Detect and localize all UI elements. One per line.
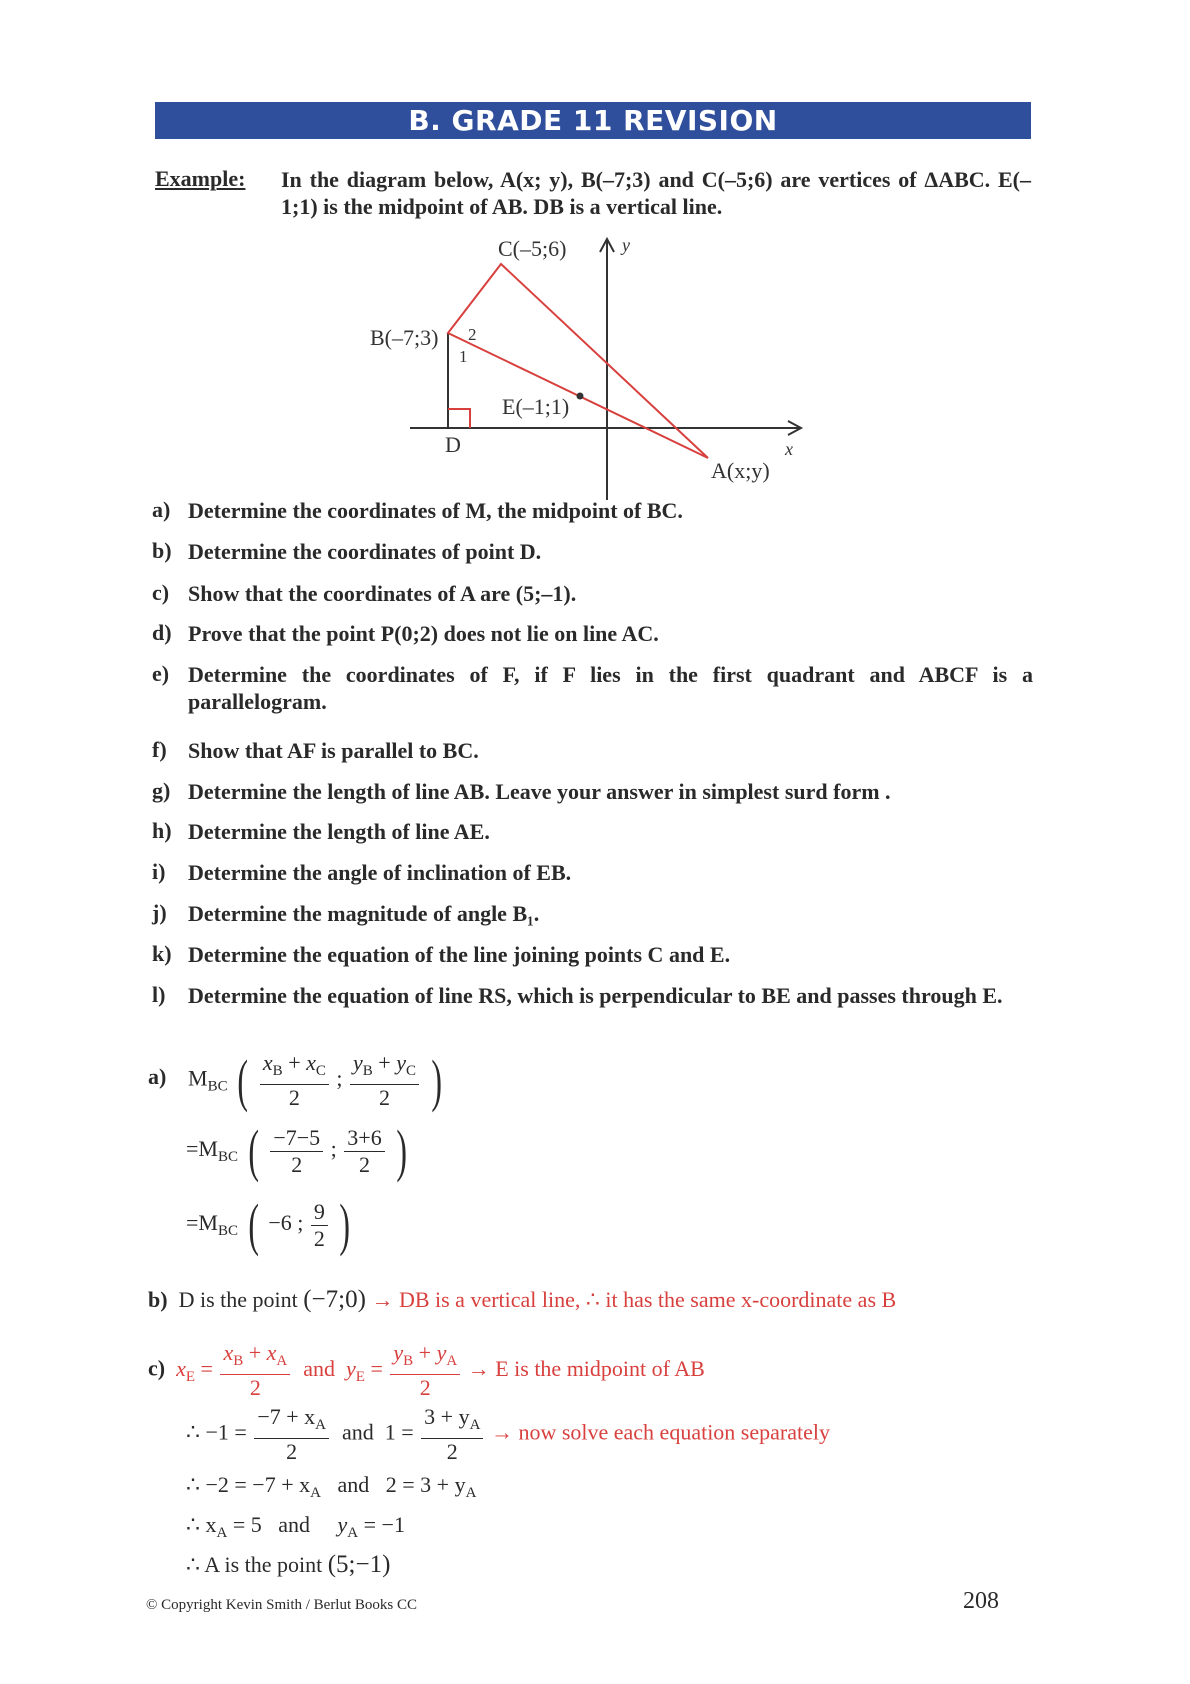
solution-a-letter: a) — [148, 1064, 167, 1089]
solution-c-line5: ∴ A is the point (5;−1) — [186, 1551, 391, 1578]
question-letter: j) — [152, 900, 167, 925]
solution-c-line2: ∴ −1 = $\frac{-7 + x_A}{2}$ and 1 = $\frac{3 + y_A}{2}$ → now solve each equation separately — [186, 1404, 830, 1464]
question-letter: a) — [152, 497, 171, 522]
solution-a-line2: $=M_{BC}$ ( $\frac{-7-5}{2}$ ; $\frac{3+6}{2}$ ) — [186, 1118, 408, 1183]
page-banner: B. GRADE 11 REVISION — [155, 102, 1031, 139]
label-b: B(–7;3) — [370, 325, 439, 350]
label-d: D — [445, 432, 461, 457]
copyright: © Copyright Kevin Smith / Berlut Books CC — [146, 1597, 417, 1613]
label-e: E(–1;1) — [502, 394, 570, 419]
question-text: Determine the equation of the line joining points C and E. — [188, 942, 731, 967]
question-text: Determine the length of line AE. — [188, 819, 490, 844]
question-letter: i) — [152, 859, 166, 884]
question-letter: d) — [152, 620, 172, 645]
question-letter: l) — [152, 982, 166, 1007]
solution-a-line1: $M_{BC}$ ( $\frac{x_B + x_C}{2}$ ; $\frac{y_B + y_C}{2}$ ) — [188, 1047, 442, 1113]
solution-c-line4: ∴ $x_A = 5$ and $y_A = -1$ — [186, 1512, 405, 1541]
question-text: Determine the equation of line RS, which is perpendicular to BE and passes through E. — [188, 983, 1003, 1008]
question-letter: c) — [152, 580, 170, 605]
example-text: In the diagram below, A(x; y), B(–7;3) and C(–5;6) are vertices of ΔABC. E(–1;1) is the midpoint of AB. DB is a vertical line. — [281, 167, 1031, 219]
label-angle-2: 2 — [468, 325, 477, 344]
question-letter: g) — [152, 778, 171, 803]
solution-c-line3: ∴ $-2 = -7 + x_A$ and $2 = 3 + y_A$ — [186, 1472, 477, 1501]
label-c: C(–5;6) — [498, 236, 567, 261]
question-letter: k) — [152, 941, 172, 966]
page-number: 208 — [963, 1588, 999, 1614]
question-text: Show that AF is parallel to BC. — [188, 738, 479, 763]
triangle-diagram — [0, 0, 1190, 520]
solution-a-line3: $=M_{BC}$ ( −6 ; $\frac{9}{2}$ ) — [186, 1192, 351, 1257]
question-text: Determine the coordinates of point D. — [188, 539, 542, 564]
question-letter: b) — [152, 538, 172, 563]
question-text: Show that the coordinates of A are (5;–1). — [188, 581, 577, 606]
label-angle-1: 1 — [459, 347, 468, 366]
question-text: Determine the length of line AB. Leave your answer in simplest surd form . — [188, 779, 891, 804]
question-letter: e) — [152, 661, 170, 686]
question-text: Prove that the point P(0;2) does not lie on line AC. — [188, 621, 659, 646]
question-letter: f) — [152, 737, 167, 762]
right-angle-marker — [448, 409, 470, 428]
solution-b: b) D is the point (−7;0) → DB is a vertical line, ∴ it has the same x-coordinate as B — [148, 1286, 897, 1313]
question-letter: h) — [152, 818, 172, 843]
question-text: Determine the coordinates of F, if F lies in the first quadrant and ABCF is a parallelogram. — [188, 662, 1033, 714]
example-label: Example: — [155, 166, 246, 191]
label-y: y — [622, 235, 630, 255]
label-x: x — [785, 439, 793, 459]
point-e — [577, 393, 584, 400]
question-text: Determine the angle of inclination of EB. — [188, 860, 572, 885]
label-a: A(x;y) — [711, 458, 770, 483]
solution-c-line1: c) $x_E$ = $\frac{x_B + x_A}{2}$ and $y_E$ = $\frac{y_B + y_A}{2}$ → E is the midpoint of AB — [148, 1340, 705, 1400]
question-text: Determine the coordinates of M, the midpoint of BC. — [188, 498, 683, 523]
question-text: Determine the magnitude of angle B₁. — [188, 901, 540, 926]
